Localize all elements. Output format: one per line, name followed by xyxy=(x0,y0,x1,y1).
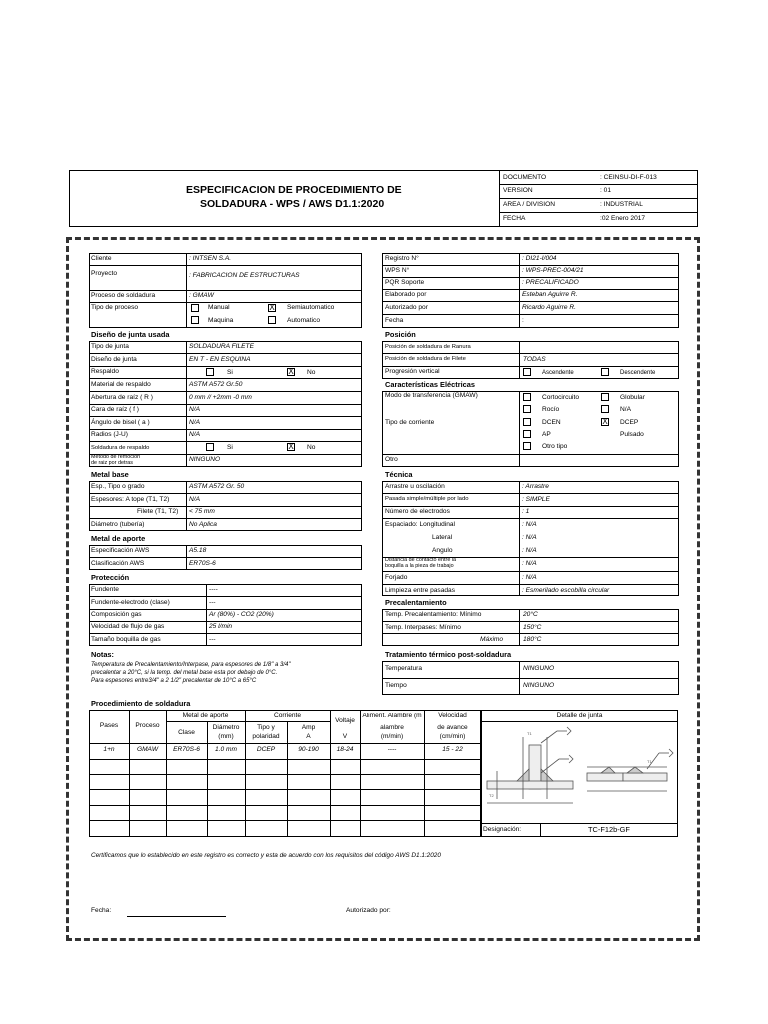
espesores-label: Espesores: A tope (T1, T2) xyxy=(91,496,170,503)
respaldo-label: Respaldo xyxy=(91,368,119,375)
fundente-label: Fundente xyxy=(91,586,119,593)
velocidad-gas-label: Velocidad de flujo de gas xyxy=(91,623,165,630)
col-velocidad-unit: (cm/min) xyxy=(439,733,466,740)
longitudinal-label: Espaciado: Longitudinal xyxy=(385,521,456,528)
fundente-electrodo-label: Fundente-electrodo (clase) xyxy=(91,599,170,606)
svg-text:T1: T1 xyxy=(647,759,652,764)
forjado-value: : N/A xyxy=(522,574,537,581)
abertura-value: 0 mm // +2mm -0 mm xyxy=(189,394,252,401)
electricas-box xyxy=(382,391,679,467)
tipo-corriente-label: Tipo de corriente xyxy=(385,419,435,426)
notas-title: Notas: xyxy=(91,650,114,659)
angulo-value: : N/A xyxy=(522,547,537,554)
composicion-gas-value: Ar (80%) - CO2 (20%) xyxy=(209,611,274,618)
filete-espesor-value: < 75 mm xyxy=(189,508,215,515)
ascendente-checkbox[interactable] xyxy=(523,368,531,376)
rocio-checkbox[interactable] xyxy=(523,405,531,413)
na-checkbox[interactable] xyxy=(601,405,609,413)
nota-line: Temperatura de Precalentamiento/Interpase, para espesores de 1/8" a 3/4" xyxy=(91,662,291,668)
esp-tipo-value: ASTM A572 Gr. 50 xyxy=(189,483,245,490)
certificacion-text: Certificamos que lo establecido en este registro es correcto y esta de acuerdo con los requisitos del código AWS D1.1:2020 xyxy=(91,852,441,859)
radios-value: N/A xyxy=(189,431,200,438)
pos-filete-label: Posición de soldadura de Filete xyxy=(385,356,466,362)
autorizado-value: Ricardo Aguirre R. xyxy=(522,304,576,311)
manual-label: Manual xyxy=(208,304,230,311)
distancia-value: : N/A xyxy=(522,560,537,567)
col-diametro-unit: (mm) xyxy=(218,733,234,740)
col-proceso: Proceso xyxy=(135,722,160,729)
sold-respaldo-label: Soldadura de respaldo xyxy=(91,445,150,451)
col-metal-aporte: Metal de aporte xyxy=(182,712,229,719)
pos-filete-value: TODAS xyxy=(523,356,546,363)
maquina-checkbox[interactable] xyxy=(191,316,199,324)
col-velocidad: Velocidad xyxy=(438,712,467,719)
table-cell: 15 - 22 xyxy=(442,746,463,753)
otro-tipo-label: Otro tipo xyxy=(542,443,568,450)
pqr-value: : PRECALIFICADO xyxy=(522,279,579,286)
temp-maximo-value: 180°C xyxy=(523,636,542,643)
col-amp-unit: A xyxy=(306,733,311,740)
proceso-value: : GMAW xyxy=(189,292,214,299)
globular-label: Globular xyxy=(620,394,645,401)
automatico-checkbox[interactable] xyxy=(268,316,276,324)
table-cell: 90-190 xyxy=(298,746,319,753)
footer-fecha-label: Fecha: xyxy=(91,907,112,914)
arrastre-value: : Arrastre xyxy=(522,483,549,490)
col-voltaje: Voltaje xyxy=(335,717,355,724)
respaldo-si-label: Si xyxy=(227,369,233,376)
material-respaldo-value: ASTM A572 Gr.50 xyxy=(189,381,243,388)
proceso-label: Proceso de soldadura xyxy=(91,292,156,299)
descendente-checkbox[interactable] xyxy=(601,368,609,376)
diseno-junta-value: EN T - EN ESQUINA xyxy=(189,356,251,363)
col-velocidad: de avance xyxy=(437,724,468,731)
limpieza-value: : Esmerilado escobilla circular xyxy=(522,587,610,594)
espesores-value: N/A xyxy=(189,496,200,503)
meta-value: : CEINSU-DI-F-013 xyxy=(600,174,657,181)
meta-label: DOCUMENTO xyxy=(503,174,547,181)
precalentamiento-section-title: Precalentamiento xyxy=(385,598,447,607)
fecha-value: : xyxy=(522,317,524,324)
temp-maximo-label: Máximo xyxy=(480,636,504,643)
col-clase: Clase xyxy=(178,729,195,736)
pulsado-label: Pulsado xyxy=(620,431,644,438)
respaldo-no-label: No xyxy=(307,369,316,376)
numero-electrodos-value: : 1 xyxy=(522,508,530,515)
meta-value: :02 Enero 2017 xyxy=(600,215,646,222)
designacion-value: TC-F12b-GF xyxy=(588,825,630,834)
joint-detail-diagram xyxy=(483,723,677,821)
svg-text:T1: T1 xyxy=(527,731,532,736)
lateral-label: Lateral xyxy=(432,534,453,541)
diametro-label: Diámetro (tubería) xyxy=(91,521,145,528)
tipo-junta-label: Tipo de junta xyxy=(91,343,129,350)
procedimiento-section-title: Procedimiento de soldadura xyxy=(91,699,191,708)
otro-label: Otro xyxy=(385,456,398,463)
maquina-label: Maquina xyxy=(208,317,234,324)
table-cell: DCEP xyxy=(256,746,276,753)
semiautomatico-label: Semiautomatico xyxy=(287,304,335,311)
rocio-label: Rocío xyxy=(542,406,560,413)
meta-value: : INDUSTRIAL xyxy=(600,201,643,208)
otro-tipo-checkbox[interactable] xyxy=(523,442,531,450)
table-cell: 1+n xyxy=(103,746,115,753)
wps-label: WPS N° xyxy=(385,267,410,274)
ap-checkbox[interactable] xyxy=(523,430,531,438)
temp-precal-value: 20°C xyxy=(523,611,538,618)
longitudinal-value: : N/A xyxy=(522,521,537,528)
metodo-label: de raiz por detras xyxy=(91,460,133,466)
cliente-label: Cliente xyxy=(91,255,112,262)
progresion-label: Progresión vertical xyxy=(385,368,440,375)
fundente-electrodo-value: --- xyxy=(209,599,216,606)
cortocircuito-label: Cortocircuito xyxy=(542,394,580,401)
dcen-label: DCEN xyxy=(542,419,561,426)
meta-label: VERSION xyxy=(503,187,533,194)
cliente-value: : INTSEN S.A. xyxy=(189,255,232,262)
col-alimentacion: Aliment. Alambre (m xyxy=(362,713,422,719)
sold-respaldo-si-label: Si xyxy=(227,444,233,451)
diseno-junta-label: Diseño de junta xyxy=(91,356,137,363)
metodo-label: Metodo de remocion xyxy=(91,454,141,460)
cara-label: Cara de raíz ( f ) xyxy=(91,406,140,413)
table-cell: ER70S-6 xyxy=(173,746,200,753)
tratamiento-section-title: Tratamiento térmico post-soldadura xyxy=(385,650,512,659)
tratamiento-temp-value: NINGUNO xyxy=(523,665,555,672)
na-label: N/A xyxy=(620,406,631,413)
page-subtitle: SOLDADURA - WPS / AWS D1.1:2020 xyxy=(200,198,385,210)
meta-value: : 01 xyxy=(600,187,611,194)
lateral-value: : N/A xyxy=(522,534,537,541)
ascendente-label: Ascendente xyxy=(542,370,574,376)
automatico-label: Automatico xyxy=(287,317,320,324)
col-pases: Pases xyxy=(99,722,119,729)
meta-label: FECHA xyxy=(503,215,526,222)
col-tipo-polaridad: polaridad xyxy=(252,733,280,740)
abertura-label: Abertura de raíz ( R ) xyxy=(91,394,153,401)
clasif-aws-value: ER70S-6 xyxy=(189,560,216,567)
posicion-section-title: Posición xyxy=(385,330,416,339)
modo-transferencia-label: Modo de transferencia (GMAW) xyxy=(385,392,478,399)
col-amp: Amp xyxy=(301,724,316,731)
temp-interpases-value: 150°C xyxy=(523,624,542,631)
pasada-value: : SIMPLE xyxy=(522,496,550,503)
angulo-label: Angulo xyxy=(432,547,453,554)
nota-line: precalentar a 20°C, si la temp. del metal base esta por debajo de 0°C. xyxy=(91,670,278,676)
proteccion-section-title: Protección xyxy=(91,573,130,582)
angulo-bisel-value: N/A xyxy=(189,419,200,426)
metal-base-section-title: Metal base xyxy=(91,470,129,479)
limpieza-label: Limpieza entre pasadas xyxy=(385,587,456,594)
table-cell: GMAW xyxy=(136,746,159,753)
fecha-label: Fecha xyxy=(385,317,404,324)
cara-value: N/A xyxy=(189,406,200,413)
col-voltaje-unit: V xyxy=(342,733,348,740)
dcep-label: DCEP xyxy=(620,419,639,426)
forjado-label: Forjado xyxy=(385,574,408,581)
designacion-label: Designación: xyxy=(483,826,522,833)
proyecto-label: Proyecto xyxy=(91,270,118,277)
material-respaldo-label: Material de respaldo xyxy=(91,381,151,388)
fecha-signature-line xyxy=(127,916,226,917)
diametro-value: No Aplica xyxy=(189,521,217,528)
meta-label: AREA / DIVISION xyxy=(503,201,556,208)
globular-checkbox[interactable] xyxy=(601,393,609,401)
tamano-boquilla-label: Tamaño boquilla de gas xyxy=(91,636,161,643)
tratamiento-temp-label: Temperatura xyxy=(385,665,423,672)
pasada-label: Pasada simple/múltiple por lado xyxy=(385,496,469,502)
table-cell: ---- xyxy=(387,746,397,753)
detalle-junta-title: Detalle de junta xyxy=(556,712,603,719)
tratamiento-tiempo-value: NINGUNO xyxy=(523,682,555,689)
clasif-aws-label: Clasificación AWS xyxy=(91,560,145,567)
col-alimentacion-unit: (m/min) xyxy=(380,733,404,740)
dcen-checkbox[interactable] xyxy=(523,418,531,426)
fundente-value: ---- xyxy=(209,586,218,593)
diseno-section-title: Diseño de junta usada xyxy=(91,330,170,339)
wps-value: : WPS-PREC-004/21 xyxy=(522,267,584,274)
cortocircuito-checkbox[interactable] xyxy=(523,393,531,401)
elaborado-value: Esteban Aguirre R. xyxy=(522,291,578,298)
sold-respaldo-no-checkbox[interactable]: X xyxy=(288,442,294,451)
tecnica-section-title: Técnica xyxy=(385,470,413,479)
pos-ranura-label: Posición de soldadura de Ranura xyxy=(385,344,471,350)
semiautomatico-checkbox[interactable]: X xyxy=(269,303,275,312)
tipo-junta-value: SOLDADURA FILETE xyxy=(189,343,254,350)
table-cell: 1.0 mm xyxy=(215,746,237,753)
pqr-label: PQR Soporte xyxy=(385,279,425,286)
sold-respaldo-si-checkbox[interactable] xyxy=(206,443,214,451)
temp-precal-label: Temp. Precalentamiento: Mínimo xyxy=(385,611,482,618)
sold-respaldo-no-label: No xyxy=(307,444,316,451)
composicion-gas-label: Composición gas xyxy=(91,611,142,618)
numero-electrodos-label: Número de electrodos xyxy=(385,508,450,515)
tipo-proceso-label: Tipo de proceso xyxy=(91,304,139,311)
registro-label: Registro N° xyxy=(385,255,419,262)
distancia-label: boquilla a la pieza de trabajo xyxy=(385,563,454,569)
metodo-value: NINGUNO xyxy=(189,456,221,463)
footer-autorizado-label: Autorizado por: xyxy=(346,907,391,914)
distancia-label: Distancia de contacto entre la xyxy=(385,557,457,563)
tratamiento-tiempo-label: Tiempo xyxy=(385,682,407,689)
angulo-bisel-label: Ángulo de bisel ( a ) xyxy=(91,419,150,426)
espec-aws-label: Especificación AWS xyxy=(91,547,150,554)
table-cell: 18-24 xyxy=(336,746,354,753)
manual-checkbox[interactable] xyxy=(191,304,199,312)
autorizado-label: Autorizado por xyxy=(385,304,428,311)
tamano-boquilla-value: --- xyxy=(209,636,216,643)
esp-tipo-label: Esp., Tipo o grado xyxy=(91,483,145,490)
espec-aws-value: A5.18 xyxy=(189,547,207,554)
arrastre-label: Arrastre u oscilación xyxy=(385,483,445,490)
registro-value: : DI21-I/004 xyxy=(522,255,557,262)
respaldo-no-checkbox[interactable]: X xyxy=(288,367,294,376)
col-corriente: Corriente xyxy=(273,712,302,719)
page-title: ESPECIFICACION DE PROCEDIMIENTO DE xyxy=(186,184,402,196)
ap-label: AP xyxy=(542,431,551,438)
radios-label: Radios (J-U) xyxy=(91,431,129,438)
filete-espesor-label: Filete (T1, T2) xyxy=(137,508,179,515)
electricas-section-title: Características Eléctricas xyxy=(385,380,475,389)
svg-text:T2: T2 xyxy=(489,793,494,798)
descendente-label: Descendente xyxy=(620,370,656,376)
respaldo-si-checkbox[interactable] xyxy=(206,368,214,376)
col-tipo-polaridad: Tipo y xyxy=(257,724,275,731)
velocidad-gas-value: 25 l/min xyxy=(209,623,233,630)
dcep-checkbox[interactable]: X xyxy=(602,417,608,426)
aporte-section-title: Metal de aporte xyxy=(91,534,146,543)
elaborado-label: Elaborado por xyxy=(385,291,427,298)
col-diametro: Diámetro xyxy=(212,724,240,731)
temp-interpases-label: Temp. Interpases: Mínimo xyxy=(385,624,461,631)
proyecto-value: : FABRICACION DE ESTRUCTURAS xyxy=(189,272,300,279)
col-alimentacion: alambre xyxy=(380,724,404,731)
nota-line: Para espesores entre3/4" a 2 1/2" precalentar de 10°C a 65°C xyxy=(91,678,257,684)
